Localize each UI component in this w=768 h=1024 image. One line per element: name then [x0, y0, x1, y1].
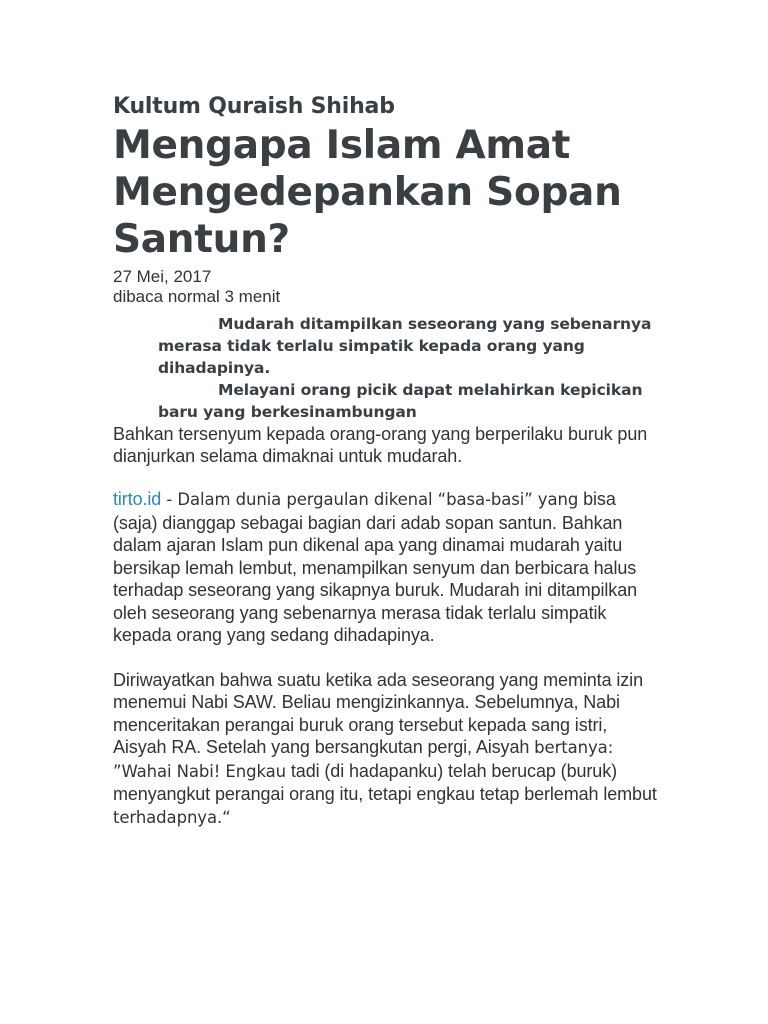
article-highlights	[113, 313, 658, 423]
paragraph-text: Diriwayatkan bahwa suatu ketika ada seseorang yang meminta izin menemui Nabi SAW. Beliau mengizinkannya. Sebelumnya, Nabi menceritakan perangai buruk orang tersebut kepada sang istri, Aisyah RA. Setelah yang bersangkutan pergi, Aisyah	[113, 669, 643, 757]
article-read-time: dibaca normal 3 menit	[113, 287, 281, 306]
article-lead: Bahkan tersenyum kepada orang-orang yang berperilaku buruk pun dianjurkan selama dimaknai untuk mudarah.	[113, 424, 648, 466]
source-link[interactable]: tirto.id	[113, 489, 162, 509]
article-paragraph	[113, 669, 658, 830]
paragraph-text: - Dalam dunia pergaulan dikenal “basa-basi” yang	[161, 490, 579, 509]
article-paragraph	[113, 488, 658, 647]
highlight-item: Melayani orang picik dapat melahirkan kepicikan baru yang berkesinambungan	[158, 381, 643, 421]
article	[113, 92, 658, 851]
paragraph-text: tadi (di hadapanku) telah berucap (buruk) menyangkut perangai orang itu, tetapi engkau tetap berlemah lembut	[113, 760, 657, 804]
article-date: 27 Mei, 2017	[113, 267, 212, 286]
paragraph-text: bisa (saja) dianggap sebagai bagian dari adab sopan santun. Bahkan dalam ajaran Islam pun dikenal apa yang dinamai mudarah yaitu bersikap lemah lembut, menampilkan senyum dan berbicara halus terhadap seseorang yang sikapnya buruk. Mudarah ini ditampilkan oleh seseorang yang sebenarnya merasa tidak terlalu simpatik kepada orang yang sedang dihadapinya.	[113, 489, 638, 645]
highlight-item: Mudarah ditampilkan seseorang yang sebenarnya merasa tidak terlalu simpatik kepada orang yang dihadapinya.	[158, 315, 652, 377]
article-kicker: Kultum Quraish Shihab	[113, 94, 395, 119]
paragraph-text: terhadapnya.“	[113, 807, 231, 827]
article-headline: Mengapa Islam Amat Mengedepankan Sopan Santun?	[113, 123, 622, 262]
paragraph-text: bertanya: ”Wahai Nabi! Engkau	[113, 738, 614, 781]
